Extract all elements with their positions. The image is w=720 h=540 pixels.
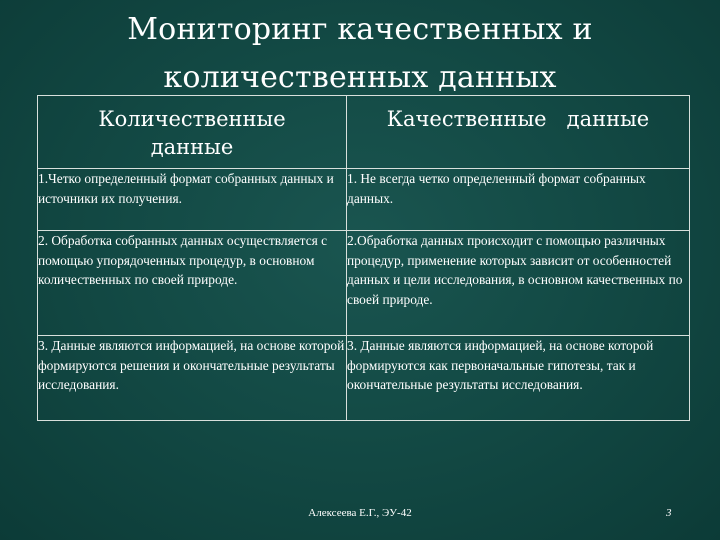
- header-quantitative-line-1: Количественные: [98, 107, 286, 131]
- header-quantitative: [38, 96, 347, 169]
- header-quantitative-line-2: данные: [150, 135, 234, 159]
- cell-quantitative: 1.Четко определенный формат собранных данных и источники их получения.: [38, 169, 347, 231]
- slide-title-line-1: Мониторинг качественных и: [127, 12, 593, 47]
- cell-quantitative: 3. Данные являются информацией, на основе которой формируются решения и окончательные результаты исследования.: [38, 336, 347, 421]
- comparison-table: [37, 95, 690, 421]
- cell-quantitative: 2. Обработка собранных данных осуществляется с помощью упорядоченных процедур, в основном количественных по своей природе.: [38, 231, 347, 336]
- table-header-row: [38, 96, 690, 169]
- cell-qualitative: 3. Данные являются информацией, на основе которой формируются как первоначальные гипотезы, так и окончательные результаты исследования.: [347, 336, 690, 421]
- cell-qualitative: 1. Не всегда четко определенный формат собранных данных.: [347, 169, 690, 231]
- footer-author: Алексеева Е.Г., ЭУ-42: [308, 507, 412, 519]
- cell-qualitative: 2.Обработка данных происходит с помощью различных процедур, применение которых зависит от особенностей данных и цели исследования, в основном качественных по своей природе.: [347, 231, 690, 336]
- header-qualitative: Качественные данные: [347, 96, 690, 169]
- table-row: [38, 336, 690, 421]
- table-row: [38, 169, 690, 231]
- slide-title: [0, 6, 720, 102]
- table-row: [38, 231, 690, 336]
- slide-title-line-2: количественных данных: [163, 60, 557, 95]
- page-number: 3: [666, 507, 672, 519]
